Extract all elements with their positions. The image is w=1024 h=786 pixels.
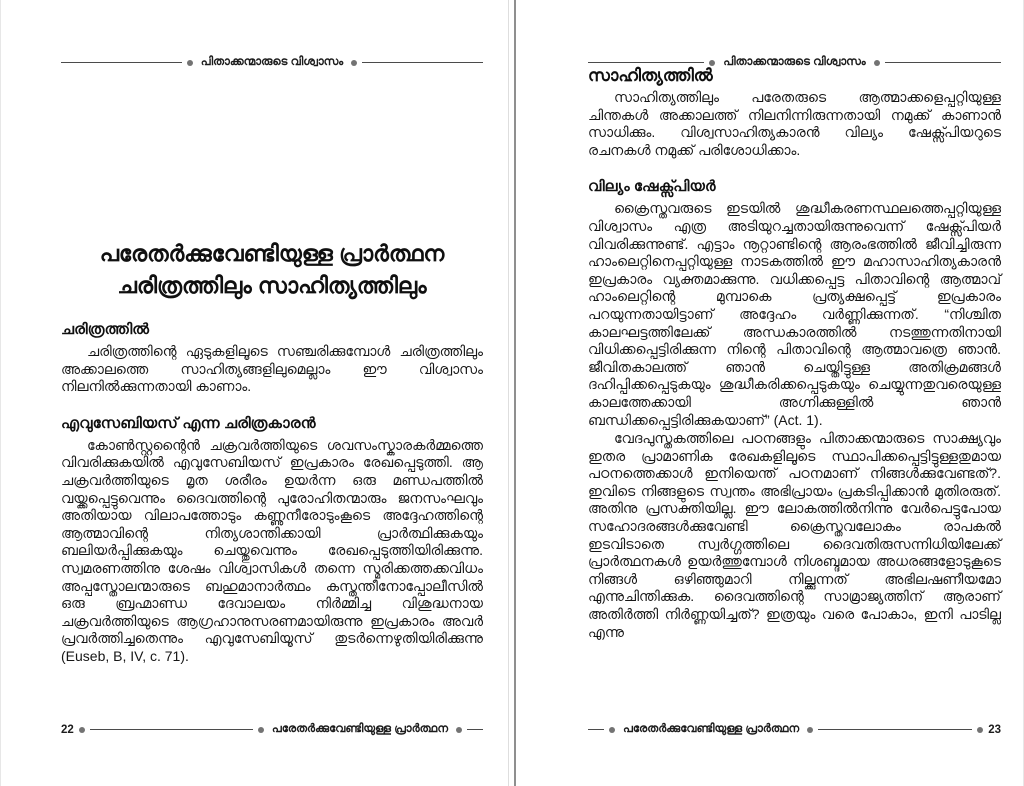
running-footer [588,723,1001,736]
bullet-dot-icon [456,727,462,733]
running-header-label: പിതാക്കന്മാരുടെ വിശ്വാസം [723,56,866,68]
bullet-dot-icon [977,727,983,733]
section-heading-eusebius: എവുസേബിയസ് എന്ന ചരിത്രകാരൻ [61,414,316,432]
running-footer [61,723,483,736]
section-paragraph: ക്രൈസ്തവരുടെ ഇടയിൽ ശുദ്ധീകരണസ്ഥലത്തെപ്പറ്റിയുള്ള വിശ്വാസം എത്ര അടിയുറച്ചതായിരുന്നുവെന്ന് ഷേക്സ്പിയർ വിവരിക്കുന്നുണ്ട്. എട്ടാം നൂറ്റാണ്ടിന്റെ ആരംഭത്തിൽ ജീവിച്ചിരുന്ന ഹാംലെറ്റിനെപ്പറ്റിയുള്ള നാടകത്തിൽ ഈ മഹാസാഹിത്യകാരൻ ഇപ്രകാരം വ്യക്തമാക്കുന്നു. വധിക്കപ്പെട്ട പിതാവിന്റെ ആത്മാവ് ഹാംലെറ്റിന്റെ മുമ്പാകെ പ്രത്യക്ഷപ്പെട്ട് ഇപ്രകാരം പറയുന്നതായിട്ടാണ് അദ്ദേഹം വർണ്ണിക്കുന്നത്. “നിശ്ചിത കാലഘട്ടത്തിലേക്ക് അന്ധകാരത്തിൽ നടത്തുന്നതിനായി വിധിക്കപ്പെട്ടിരിക്കുന്ന നിന്റെ പിതാവിന്റെ ആത്മാവത്രെ ഞാൻ. ജീവിതകാലത്ത് ഞാൻ ചെയ്തിട്ടുള്ള അതിക്രമങ്ങൾ ദഹിപ്പിക്കപ്പെടുകയും ശുദ്ധീകരിക്കപ്പെടുകയും ചെയ്യുന്നതുവരെയുള്ള കാലത്തേക്കായി അഗ്നിക്കുള്ളിൽ ഞാൻ ബന്ധിക്കപ്പെട്ടിരിക്കുകയാണ്” (Act. 1). [588,200,1001,428]
footer-rule-right [467,729,483,730]
page-right [514,0,1023,786]
bullet-dot-icon [609,727,615,733]
section-paragraph: കോൺസ്റ്റന്റൈൻ ചക്രവർത്തിയുടെ ശവസംസ്കാരകർമ്മത്തെ വിവരിക്കുകയിൽ എവുസേബിയസ് ഇപ്രകാരം രേഖപ്പെടുത്തി. ആ ചക്രവർത്തിയുടെ മൃത ശരീരം ഉയർന്ന ഒരു മണ്ഡപത്തിൽ വയ്ക്കപ്പെട്ടുവെന്നും ദൈവത്തിന്റെ പുരോഹിതന്മാരും ജനസംഘവും അതിയായ വിലാപത്തോടും കണ്ണുനീരോടുംകൂടെ അദ്ദേഹത്തിന്റെ ആത്മാവിന്റെ നിത്യശാന്തിക്കായി പ്രാർത്ഥിക്കുകയും ബലിയർപ്പിക്കുകയും ചെയ്തുവെന്നും രേഖപ്പെടുത്തിയിരിക്കുന്നു. സ്വമരണത്തിനു ശേഷം വിശ്വാസികൾ തന്നെ സ്മരിക്കത്തക്കവിധം അപ്പസ്തോലന്മാരുടെ ബഹുമാനാർത്ഥം കസ്തന്തീനോപ്പോലീസിൽ ഒരു ബ്രഹ്മാണ്ഡ ദേവാലയം നിർമ്മിച്ച വിശുദ്ധനായ ചക്രവർത്തിയുടെ ആഗ്രഹാനുസരണമായിരുന്നു ഇപ്രകാരം അവർ പ്രവർത്തിച്ചതെന്നും എവുസേബിയൂസ് തുടർന്നെഴുതിയിരിക്കുന്നു (Euseb, B, IV, c. 71). [61,436,483,664]
section-paragraph: ചരിത്രത്തിന്റെ ഏടുകളിലൂടെ സഞ്ചരിക്കുമ്പോൾ ചരിത്രത്തിലും അക്കാലത്തെ സാഹിത്യങ്ങളിലുമെല്ലാം ഈ വിശ്വാസം നിലനിൽക്കുന്നതായി കാണാം. [61,343,483,395]
section-heading-shakespeare: വില്യം ഷേക്സ്പിയർ [588,178,716,196]
page-number: 23 [988,723,1001,736]
bullet-dot-icon [258,727,264,733]
footer-rule-right [818,729,972,730]
section-heading-history: ചരിത്രത്തിൽ [61,321,150,338]
section-paragraph: വേദപുസ്തകത്തിലെ പഠനങ്ങളും പിതാക്കന്മാരുടെ സാക്ഷ്യവും ഇതര പ്രാമാണിക രേഖകളിലൂടെ സ്ഥാപിക്കപ്പെട്ടിട്ടുള്ളതുമായ പഠനത്തെക്കാൾ ഇനിയെന്ത് പഠനമാണ് നിങ്ങൾക്കുവേണ്ടത്?. ഇവിടെ നിങ്ങളുടെ സ്വന്തം അഭിപ്രായം പ്രകടിപ്പിക്കാൻ മുതിരരുത്. അതിനു പ്രസക്തിയില്ല. ഈ ലോകത്തിൽനിന്നു വേർപെട്ടുപോയ സഹോദരങ്ങൾക്കുവേണ്ടി ക്രൈസ്തവലോകം രാപകൽ ഇടവിടാതെ സ്വർഗ്ഗത്തിലെ ദൈവതിരുസന്നിധിയിലേക്ക് പ്രാർത്ഥനകൾ ഉയർത്തുമ്പോൾ നിശബ്ദമായ അധരങ്ങളോടുകൂടെ നിങ്ങൾ ഒഴിഞ്ഞുമാറി നില്ക്കുന്നത് അഭിലഷണീയമോ എന്നുചിന്തിക്കുക. ദൈവത്തിന്റെ സാമ്രാജ്യത്തിന് ആരാണ് അതിർത്തി നിർണ്ണയിച്ചത്? ഇത്രയും വരെ പോകാം, ഇനി പാടില്ല എന്നു [588,430,1001,640]
footer-rule-left [588,729,604,730]
page-right-content [588,0,1001,641]
running-footer-label: പരേതർക്കുവേണ്ടിയുള്ള പ്രാർത്ഥന [623,723,800,735]
chapter-title-line1: പരേതർക്കുവേണ്ടിയുള്ള പ്രാർത്ഥന [99,241,445,266]
chapter-title-line2: ചരിത്രത്തിലും സാഹിത്യത്തിലും [117,273,427,298]
chapter-title [61,238,483,302]
running-header-label: പിതാക്കന്മാരുടെ വിശ്വാസം [200,56,344,68]
page-left-content [61,0,483,666]
section-paragraph: സാഹിത്യത്തിലും പരേതരുടെ ആത്മാക്കളെപ്പറ്റിയുള്ള ചിന്തകൾ അക്കാലത്ത് നിലനിന്നിരുന്നതായി നമുക്ക് കാണാൻ സാധിക്കും. വിശ്വസാഹിത്യകാരൻ വില്യം ഷേക്സ്പിയറുടെ രചനകൾ നമുക്ക് പരിശോധിക്കാം. [588,89,1001,158]
running-footer-label: പരേതർക്കുവേണ്ടിയുള്ള പ്രാർത്ഥന [271,723,448,735]
section-heading-literature: സാഹിത്യത്തിൽ [588,66,713,85]
page-number: 22 [61,723,74,736]
page-left [1,0,509,786]
footer-rule-left [90,729,253,730]
bullet-dot-icon [807,727,813,733]
bullet-dot-icon [79,727,85,733]
